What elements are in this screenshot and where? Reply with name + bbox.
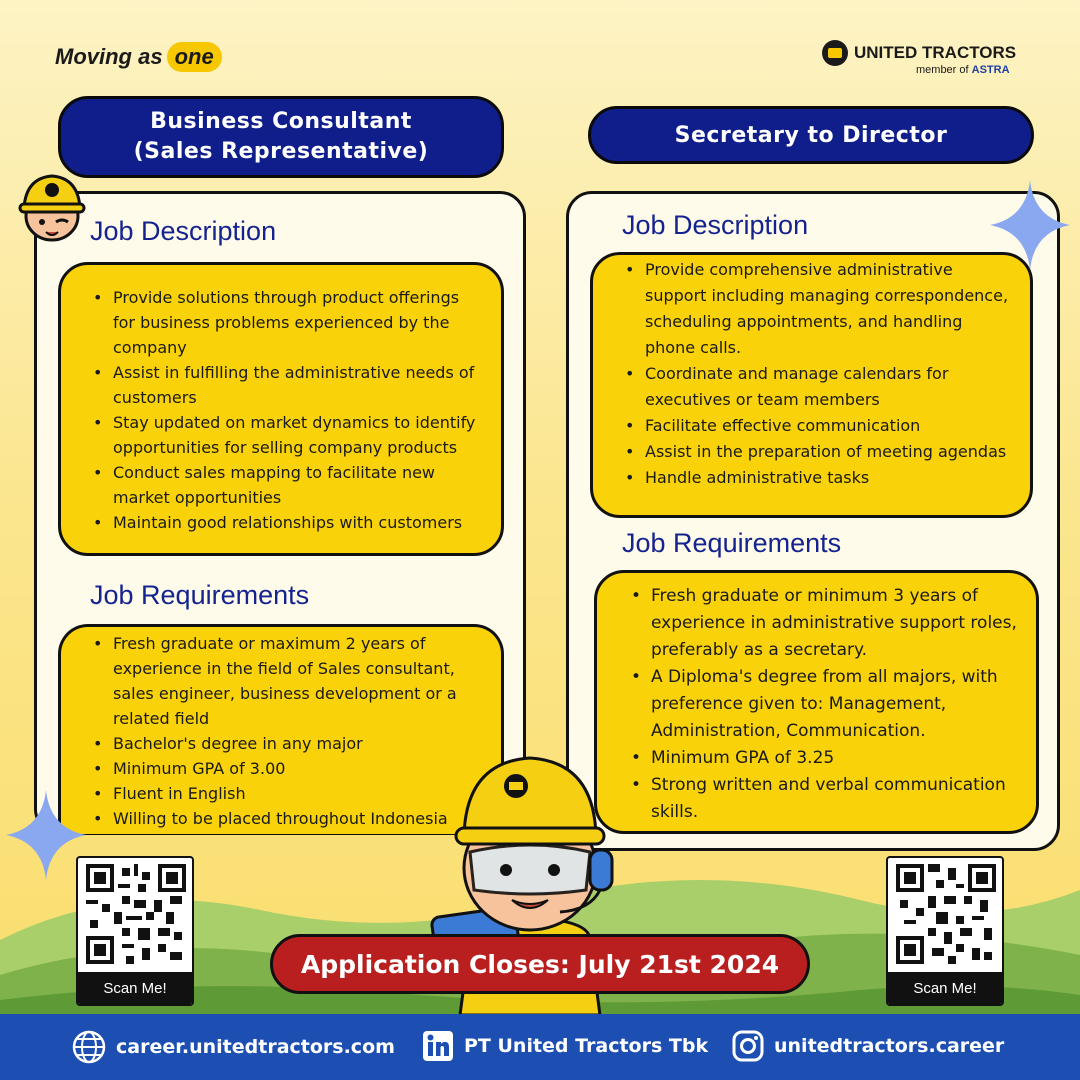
- globe-icon: [72, 1030, 106, 1064]
- list-item: • Fluent in English: [91, 781, 485, 806]
- left-job-title-line2: (Sales Representative): [133, 139, 429, 164]
- linkedin-icon: [422, 1030, 454, 1062]
- left-description-heading: Job Description: [90, 216, 277, 246]
- right-description-box: [590, 252, 1033, 518]
- sparkle-icon: [990, 180, 1070, 270]
- footer-linkedin[interactable]: [422, 1030, 708, 1062]
- qr-code-right[interactable]: [886, 856, 1004, 1006]
- tagline-accent: one: [167, 42, 222, 72]
- moving-as-one-logo: [55, 42, 222, 72]
- list-item: • Conduct sales mapping to facilitate new market opportunities: [91, 460, 481, 510]
- instagram-icon: [732, 1030, 764, 1062]
- scan-me-label: Scan Me!: [78, 972, 192, 1004]
- member-prefix: member of: [916, 64, 969, 76]
- list-item: • Stay updated on market dynamics to identify opportunities for selling company products: [91, 410, 481, 460]
- left-job-title: [58, 96, 504, 178]
- ut-emblem-icon: [822, 40, 848, 66]
- left-requirements-heading: Job Requirements: [90, 580, 310, 610]
- qr-code-icon: [86, 864, 186, 964]
- right-requirements-heading: Job Requirements: [622, 528, 842, 558]
- qr-code-icon: [896, 864, 996, 964]
- list-item: • Fresh graduate or maximum 2 years of experience in the field of Sales consultant, sales engineer, business development or a related field: [91, 631, 485, 731]
- footer-bar: [0, 1014, 1080, 1080]
- list-item: • Coordinate and manage calendars for executives or team members: [623, 361, 1014, 413]
- left-description-box: [58, 262, 504, 556]
- left-job-title-line1: Business Consultant: [150, 109, 412, 134]
- list-item: • Handle administrative tasks: [623, 465, 1014, 491]
- footer-instagram-text: unitedtractors.career: [774, 1035, 1005, 1057]
- footer-website-text: career.unitedtractors.com: [116, 1036, 395, 1058]
- list-item: • Fresh graduate or minimum 3 years of experience in administrative support roles, preferably as a secretary.: [629, 583, 1020, 664]
- list-item: • Assist in the preparation of meeting agendas: [623, 439, 1014, 465]
- qr-code-left[interactable]: [76, 856, 194, 1006]
- list-item: • Minimum GPA of 3.25: [629, 745, 1020, 772]
- list-item: • Bachelor's degree in any major: [91, 731, 485, 756]
- list-item: • A Diploma's degree from all majors, with preference given to: Management, Administration, Communication.: [629, 664, 1020, 745]
- member-group: ASTRA: [971, 64, 1010, 76]
- list-item: • Provide solutions through product offerings for business problems experienced by the company: [91, 285, 481, 360]
- list-item: • Willing to be placed throughout Indonesia: [91, 806, 485, 831]
- footer-instagram[interactable]: [732, 1030, 1004, 1062]
- sparkle-icon: [6, 790, 86, 880]
- member-of-astra: [916, 64, 1016, 76]
- tagline-prefix: Moving as: [55, 44, 163, 69]
- company-name: UNITED TRACTORS: [854, 43, 1017, 62]
- list-item: • Strong written and verbal communication skills.: [629, 772, 1020, 826]
- scan-me-label: Scan Me!: [888, 972, 1002, 1004]
- application-closes-banner: Application Closes: July 21st 2024: [270, 934, 810, 994]
- footer-website[interactable]: [72, 1030, 395, 1064]
- mascot-small-icon: [16, 170, 86, 244]
- list-item: • Maintain good relationships with customers: [91, 510, 481, 535]
- list-item: • Facilitate effective communication: [623, 413, 1014, 439]
- right-requirements-box: [594, 570, 1039, 834]
- united-tractors-logo: [822, 40, 1016, 76]
- list-item: • Assist in fulfilling the administrative needs of customers: [91, 360, 481, 410]
- footer-linkedin-text: PT United Tractors Tbk: [464, 1035, 709, 1057]
- right-job-title: Secretary to Director: [588, 106, 1034, 164]
- right-description-heading: Job Description: [622, 210, 809, 240]
- list-item: • Provide comprehensive administrative support including managing correspondence, scheduling appointments, and handling phone calls.: [623, 257, 1014, 361]
- list-item: • Minimum GPA of 3.00: [91, 756, 485, 781]
